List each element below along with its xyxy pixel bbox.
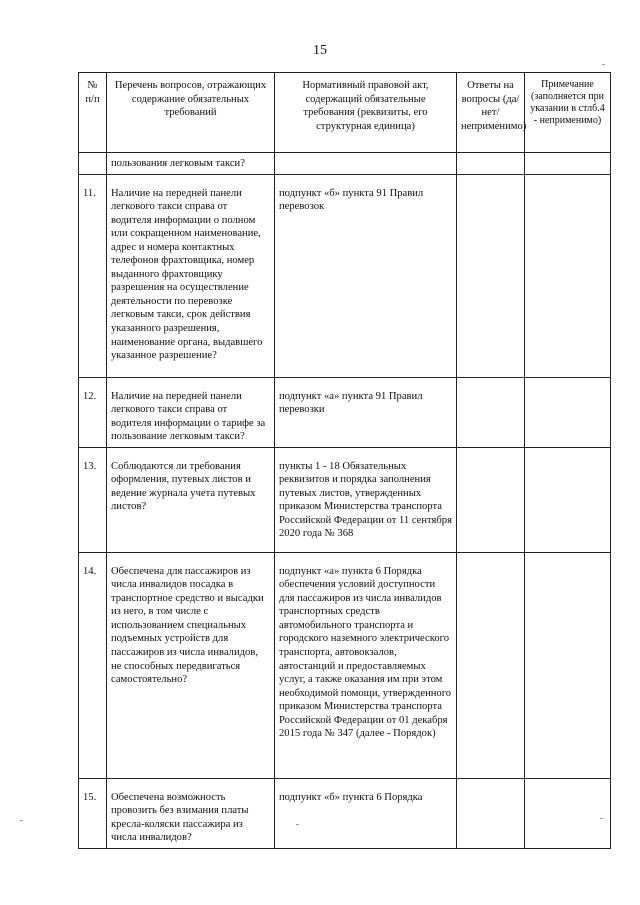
- cell-answer[interactable]: [457, 778, 525, 848]
- cell-legal-act: подпункт «б» пункта 91 Правил перевозок: [275, 174, 457, 377]
- page-number: 15: [313, 43, 327, 58]
- cell-num: 15.: [79, 778, 107, 848]
- cell-num: 11.: [79, 174, 107, 377]
- cell-legal-act: пункты 1 - 18 Обязательных реквизитов и порядка заполнения путевых листов, утвержденных приказом Министерства транспорта Российской Федерации от 11 сентября 2020 года № 368: [275, 447, 457, 552]
- table-row-continuation: [79, 153, 611, 175]
- header-legal-act: Нормативный правовой акт, содержащий обязательные требования (реквизиты, его структурная единица): [275, 73, 457, 153]
- cell-question: Обеспечена для пассажиров из числа инвалидов посадка в транспортное средство и высадки из него, в том числе с использованием специальных подъемных устройств для пассажиров из числа инвалидов, не способных передвигаться самостоятельно?: [107, 552, 275, 778]
- table-row: [79, 552, 611, 778]
- cell-legal-act: подпункт «б» пункта 6 Порядка: [275, 778, 457, 848]
- cell-question: Соблюдаются ли требования оформления, путевых листов и ведение журнала учета путевых листов?: [107, 447, 275, 552]
- cell-legal-act: [275, 153, 457, 175]
- header-note: Примечание (заполняется при указании в стлб.4 - неприменимо): [525, 73, 611, 153]
- header-answers: Ответы на вопросы (да/нет/ неприменимо): [457, 73, 525, 153]
- cell-answer[interactable]: [457, 552, 525, 778]
- cell-answer[interactable]: [457, 174, 525, 377]
- cell-note[interactable]: [525, 174, 611, 377]
- cell-note[interactable]: [525, 377, 611, 447]
- cell-num: 13.: [79, 447, 107, 552]
- cell-num: [79, 153, 107, 175]
- header-num: № п/п: [79, 73, 107, 153]
- table-row: [79, 447, 611, 552]
- scan-speck: [296, 824, 299, 825]
- cell-question: Обеспечена возможность провозить без взимания платы кресла-коляски пассажира из числа инвалидов?: [107, 778, 275, 848]
- scan-speck: [600, 818, 603, 819]
- cell-question: Наличие на передней панели легкового такси справа от водителя информации о полном или сокращенном наименование, адрес и номера контактных телефонов фрахтовщика, номер выданного фрахтовщику разрешения на осуществление деятельности по перевозке легковым такси, срок действия указанного разрешения, наименование органа, выдавшего указанное разрешение?: [107, 174, 275, 377]
- cell-legal-act: подпункт «а» пункта 6 Порядка обеспечения условий доступности для пассажиров из числа инвалидов транспортных средств автомобильного транспорта и городского наземного электрического транспорта, автовокзалов, автостанций и предоставляемых услуг, а также оказания им при этом необходимой помощи, утвержденного приказом Министерства транспорта Российской Федерации от 01 декабря 2015 года № 347 (далее - Порядок): [275, 552, 457, 778]
- cell-num: 12.: [79, 377, 107, 447]
- cell-note[interactable]: [525, 778, 611, 848]
- table-row: [79, 377, 611, 447]
- table-row: [79, 174, 611, 377]
- cell-note[interactable]: [525, 447, 611, 552]
- scan-speck: [20, 820, 23, 821]
- cell-note[interactable]: [525, 552, 611, 778]
- cell-answer[interactable]: [457, 447, 525, 552]
- cell-num: 14.: [79, 552, 107, 778]
- scan-speck: [602, 64, 605, 65]
- table-header-row: [79, 73, 611, 153]
- table-row: [79, 778, 611, 848]
- cell-answer[interactable]: [457, 377, 525, 447]
- requirements-checklist-table: [78, 72, 611, 849]
- cell-question: пользования легковым такси?: [107, 153, 275, 175]
- cell-question: Наличие на передней панели легкового такси справа от водителя информации о тарифе за пользование легковым такси?: [107, 377, 275, 447]
- cell-legal-act: подпункт «а» пункта 91 Правил перевозки: [275, 377, 457, 447]
- cell-note[interactable]: [525, 153, 611, 175]
- header-questions: Перечень вопросов, отражающих содержание обязательных требований: [107, 73, 275, 153]
- cell-answer[interactable]: [457, 153, 525, 175]
